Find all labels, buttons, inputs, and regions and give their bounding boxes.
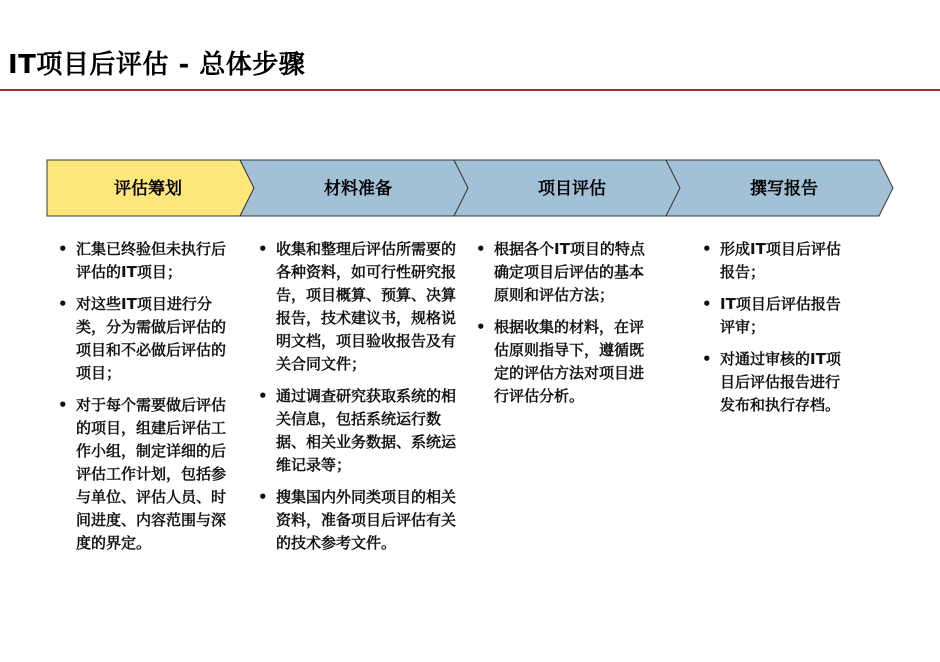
bullet-icon: •: [258, 387, 268, 405]
step-1-list: [58, 238, 238, 564]
bullet-icon: •: [476, 318, 486, 336]
bullet-icon: •: [702, 240, 712, 258]
list-item: • 通过调查研究获取系统的相关信息，包括系统运行数据、相关业务数据、系统运维记录等；: [258, 387, 457, 474]
step-4-list: [702, 238, 852, 426]
bullet-icon: •: [702, 350, 712, 368]
list-item: • 收集和整理后评估所需要的各种资料，如可行性研究报告，项目概算、预算、决算报告，技术建议书，规格说明文档，项目验收报告及有关合同文件；: [258, 240, 457, 373]
bullet-icon: •: [258, 488, 268, 506]
step-label-report: 撰写报告: [750, 179, 818, 199]
list-item: • 搜集国内外同类项目的相关资料，准备项目后评估有关的技术参考文件。: [258, 488, 457, 552]
list-item: • 根据收集的材料，在评估原则指导下，遵循既定的评估方法对项目进行评估分析。: [476, 318, 645, 405]
list-item: • 汇集已终验但未执行后评估的IT项目；: [58, 240, 227, 281]
page-title: IT项目后评估 - 总体步骤: [8, 50, 306, 80]
list-item: • 对于每个需要做后评估的项目，组建后评估工作小组，制定详细的后评估工作计划，包括参与单位、评估人员、时间进度、内容范围与深度的界定。: [58, 396, 227, 552]
list-item: • 根据各个IT项目的特点确定项目后评估的基本原则和评估方法；: [476, 240, 645, 304]
step-label-evaluate: 项目评估: [538, 179, 606, 199]
step-2-list: [258, 238, 458, 564]
list-item: • 对这些IT项目进行分类，分为需做后评估的项目和不必做后评估的项目；: [58, 295, 227, 382]
step-3-list: [476, 238, 658, 417]
step-label-materials: 材料准备: [324, 179, 392, 199]
step-label-plan: 评估筹划: [114, 179, 182, 199]
bullet-icon: •: [58, 295, 68, 313]
list-item: • 对通过审核的IT项目后评估报告进行发布和执行存档。: [702, 350, 841, 414]
bullet-icon: •: [476, 240, 486, 258]
list-item: • 形成IT项目后评估报告；: [702, 240, 841, 281]
bullet-icon: •: [58, 240, 68, 258]
bullet-icon: •: [58, 396, 68, 414]
bullet-icon: •: [702, 295, 712, 313]
list-item: • IT项目后评估报告评审；: [702, 295, 841, 336]
bullet-icon: •: [258, 240, 268, 258]
